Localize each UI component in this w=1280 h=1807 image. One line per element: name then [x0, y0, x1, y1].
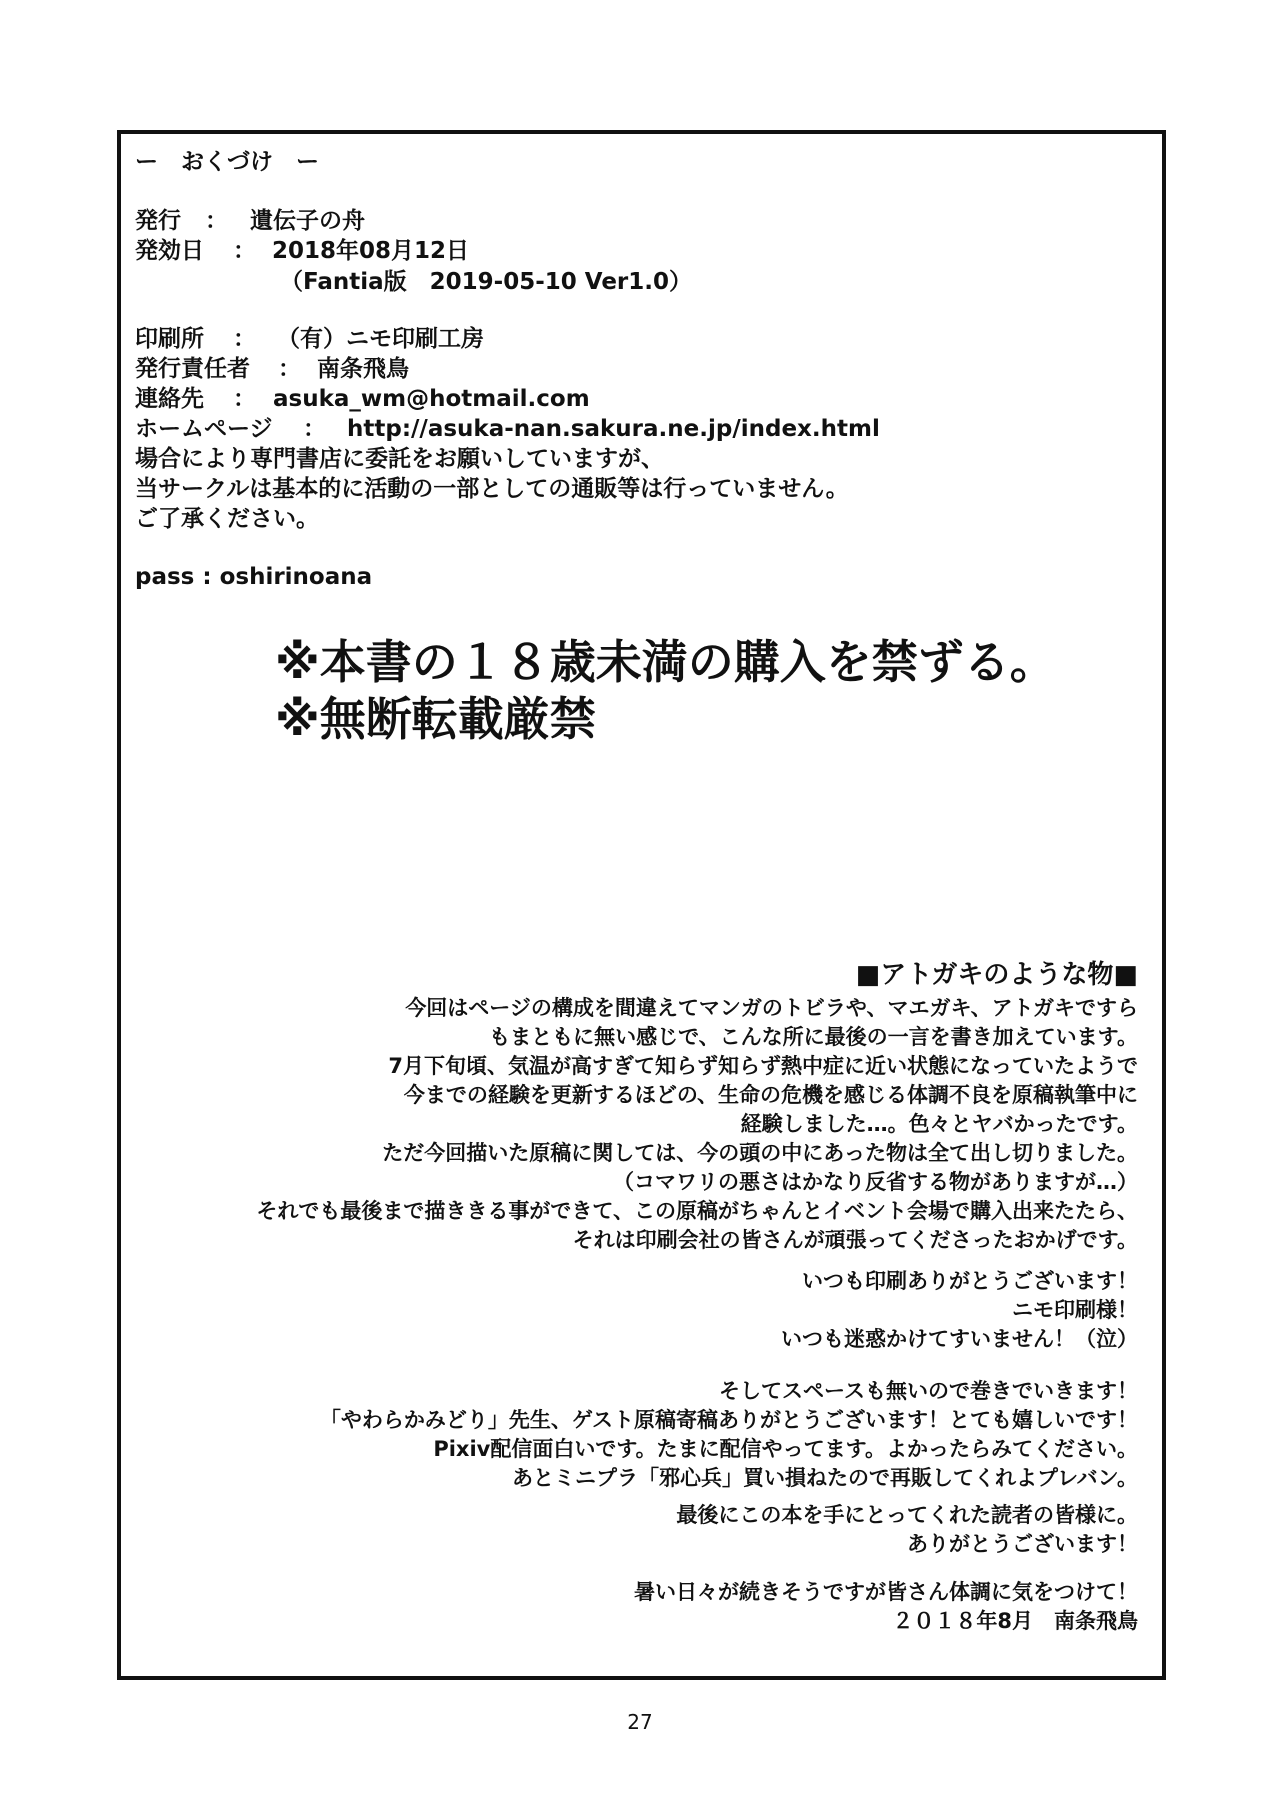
date-value: 2018年08月12日	[272, 238, 470, 264]
afterword-line: そしてスペースも無いので巻きでいきます！	[719, 1379, 1138, 1403]
publisher-label: 発行	[135, 208, 181, 234]
afterword-line: それでも最後まで描ききる事ができて、この原稿がちゃんとイベント会場で購入出来たたら、	[256, 1199, 1138, 1223]
homepage-sep: ：	[303, 416, 326, 442]
page-title: ー おくづけ ー	[135, 149, 319, 175]
afterword-line: いつも印刷ありがとうございます！	[802, 1269, 1138, 1293]
contact-sep: ：	[233, 386, 256, 412]
afterword-line: ただ今回描いた原稿に関しては、今の頭の中にあった物は全て出し切りました。	[382, 1141, 1138, 1165]
page-number: 27	[627, 1710, 653, 1734]
afterword-signature: ２０１８年8月 南条飛鳥	[892, 1609, 1138, 1633]
afterword-para-2	[781, 1267, 1138, 1354]
afterword-line: 今までの経験を更新するほどの、生命の危機を感じる体調不良を原稿執筆中に	[403, 1083, 1138, 1107]
afterword-line: 7月下旬頃、気温が高すぎて知らず知らず熱中症に近い状態になっていたようで	[388, 1054, 1138, 1078]
afterword-para-3	[320, 1377, 1138, 1493]
publisher-sep: ：	[205, 208, 228, 234]
afterword-line: （コマワリの悪さはかなり反省する物がありますが…）	[613, 1170, 1138, 1194]
afterword-para-5	[634, 1578, 1138, 1636]
afterword-line: 経験しました…。色々とヤバかったです。	[740, 1112, 1138, 1136]
afterword-line: ニモ印刷様！	[1012, 1298, 1138, 1322]
responsible-value: 南条飛鳥	[317, 356, 409, 382]
afterword-para-1	[256, 994, 1138, 1255]
afterword-line: Pixiv配信面白いです。たまに配信やってます。よかったらみてください。	[433, 1437, 1138, 1461]
reprint-warning: ※無断転載厳禁	[275, 692, 596, 746]
printer-sep: ：	[233, 326, 256, 352]
printer-label: 印刷所	[135, 326, 204, 352]
homepage-label: ホームページ	[135, 416, 273, 442]
afterword-line: いつも迷惑かけてすいません！（泣）	[781, 1327, 1138, 1351]
publisher-value: 遺伝子の舟	[250, 208, 365, 234]
afterword-line: あとミニプラ「邪心兵」買い損ねたので再販してくれよプレバン。	[511, 1466, 1138, 1490]
afterword-line: もまともに無い感じで、こんな所に最後の一言を書き加えています。	[489, 1025, 1138, 1049]
afterword-line: 最後にこの本を手にとってくれた読者の皆様に。	[676, 1503, 1138, 1527]
contact-value: asuka_wm@hotmail.com	[273, 386, 590, 412]
afterword-title: ■アトガキのような物■	[855, 960, 1138, 990]
age-warning: ※本書の１８歳未満の購入を禁ずる。	[275, 635, 1056, 689]
afterword-line: 「やわらかみどり」先生、ゲスト原稿寄稿ありがとうございます！とても嬉しいです！	[319, 1408, 1138, 1432]
date-label: 発効日	[135, 238, 204, 264]
afterword-para-4	[676, 1501, 1138, 1559]
contact-label: 連絡先	[135, 386, 204, 412]
edition-note: （Fantia版 2019-05-10 Ver1.0）	[280, 269, 693, 295]
responsible-sep: ：	[278, 356, 301, 382]
afterword-line: ありがとうございます！	[907, 1532, 1138, 1556]
responsible-label: 発行責任者	[135, 356, 250, 382]
afterword-line: 今回はページの構成を間違えてマンガのトビラや、マエガキ、アトガキですら	[405, 996, 1138, 1020]
afterword-line: 暑い日々が続きそうですが皆さん体調に気をつけて！	[634, 1580, 1138, 1604]
date-sep: ：	[233, 238, 256, 264]
afterword-line: それは印刷会社の皆さんが頑張ってくださったおかげです。	[572, 1228, 1138, 1252]
homepage-value[interactable]: http://asuka-nan.sakura.ne.jp/index.html	[347, 416, 880, 442]
printer-value: （有）ニモ印刷工房	[277, 326, 484, 352]
